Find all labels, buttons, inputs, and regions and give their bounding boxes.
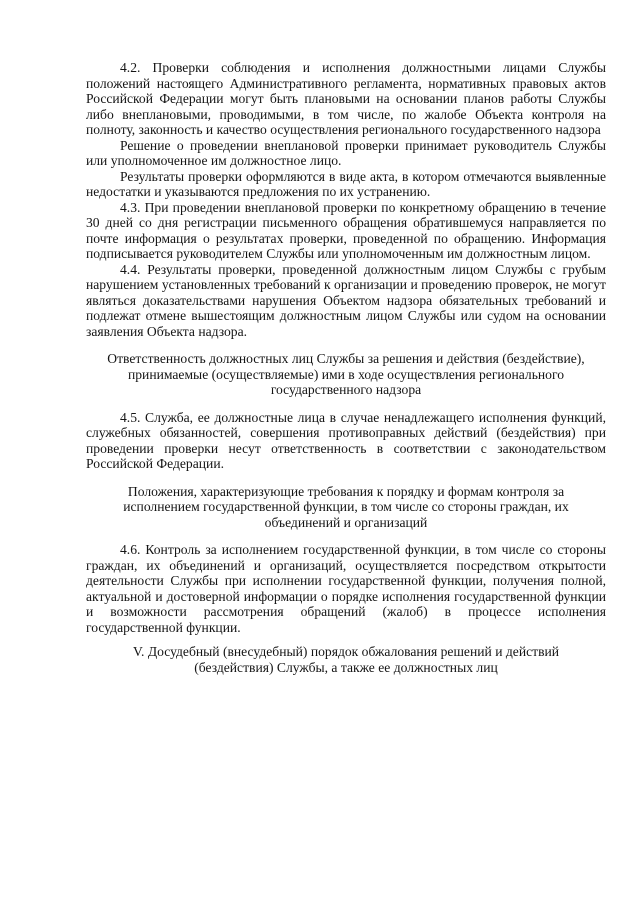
document-page — [86, 60, 606, 675]
spacer — [86, 472, 606, 484]
paragraph-unscheduled-decision: Решение о проведении внеплановой проверки принимает руководитель Службы или уполномоченное им должностное лицо. — [86, 137, 606, 168]
heading-section-v: V. Досудебный (внесудебный) порядок обжалования решений и действий (бездействия) Службы, а также ее должностных лиц — [132, 644, 560, 675]
spacer — [86, 635, 606, 644]
paragraph-4-6: 4.6. Контроль за исполнением государственной функции, в том числе со стороны граждан, их объединений и организаций, осуществляется посредством открытости деятельности Службы при исполнении государственной функции, получения полной, актуальной и достоверной информации о порядке исполнения государственной функции и возможности рассмотрения обращений (жалоб) в процессе исполнения государственной функции. — [86, 542, 606, 635]
heading-officials-responsibility: Ответственность должностных лиц Службы за решения и действия (бездействие), принимаемые (осуществляемые) ими в ходе осуществления регионального государственного надзора — [107, 351, 585, 397]
paragraph-4-5: 4.5. Служба, ее должностные лица в случае ненадлежащего исполнения функций, служебных обязанностей, совершения противоправных действий (бездействия) при проведении проверки несут ответственность в соответствии с законодательством Российской Федерации. — [86, 409, 606, 471]
heading-control-requirements: Положения, характеризующие требования к порядку и формам контроля за исполнением государственной функции, в том числе со стороны граждан, их объединений и организаций — [123, 483, 569, 530]
paragraph-inspection-results: Результаты проверки оформляются в виде акта, в котором отмечаются выявленные недостатки и указываются предложения по их устранению. — [86, 168, 606, 199]
paragraph-4-3: 4.3. При проведении внеплановой проверки по конкретному обращению в течение 30 дней со дня регистрации письменного обращения обратившемуся направляется по почте информация о результатах проверки, проведенной по обращению. Информация подписывается руководителем Службы или уполномоченным им должностным лицом. — [86, 199, 606, 261]
paragraph-4-4: 4.4. Результаты проверки, проведенной должностным лицом Службы с грубым нарушением установленных требований к организации и проведению проверок, не могут являться доказательствами нарушения Объектом надзора обязательных требований и подлежат отмене вышестоящим должностным лицом Службы или судом на основании заявления Объекта надзора. — [86, 261, 606, 339]
paragraph-4-2: 4.2. Проверки соблюдения и исполнения должностными лицами Службы положений настоящего Административного регламента, нормативных правовых актов Российской Федерации могут быть плановыми на основании планов работы Службы либо внеплановыми, проводимыми, в том числе, по жалобе Объекта контроля на полноту, законность и качество осуществления регионального государственного надзора — [86, 60, 606, 137]
spacer — [86, 339, 606, 351]
spacer — [86, 530, 606, 542]
spacer — [86, 398, 606, 410]
